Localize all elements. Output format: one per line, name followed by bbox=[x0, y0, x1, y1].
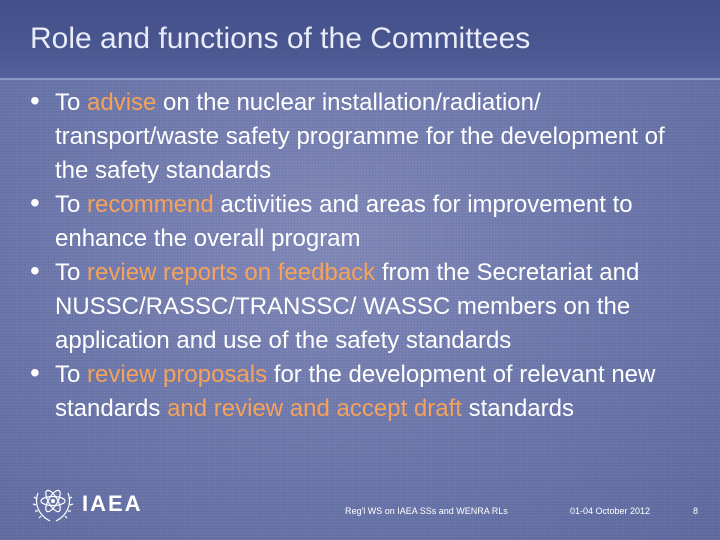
bullet-text: To bbox=[55, 89, 88, 116]
bullet-item bbox=[30, 86, 700, 188]
bullet-dot-icon: • bbox=[30, 357, 40, 388]
bullet-text: To bbox=[55, 191, 88, 218]
bullet-dot-icon: • bbox=[30, 187, 40, 218]
highlighted-text: and review and accept draft bbox=[167, 395, 462, 422]
bullet-dot-icon: • bbox=[30, 85, 40, 116]
bullet-dot-icon: • bbox=[30, 255, 40, 286]
iaea-logo bbox=[30, 481, 170, 529]
page-number: 8 bbox=[693, 506, 699, 516]
bullet-text: for the development of relevant new standards bbox=[55, 361, 656, 422]
footer-date: 01-04 October 2012 bbox=[570, 506, 651, 516]
bullet-text: on the nuclear installation/radiation/ transport/waste safety programme for the development of the safety standards bbox=[55, 89, 665, 184]
bullet-text: from the Secretariat and NUSSC/RASSC/TRANSSC/ WASSC members on the application and use of the safety standards bbox=[55, 259, 640, 354]
iaea-atom-laurel-icon bbox=[30, 481, 76, 527]
bullet-text: To bbox=[55, 361, 88, 388]
bullet-text: standards bbox=[461, 395, 574, 422]
highlighted-text: review proposals bbox=[87, 361, 268, 388]
logo-text: IAEA bbox=[82, 491, 143, 516]
footer-event: Reg'l WS on IAEA SSs and WENRA RLs bbox=[345, 506, 508, 516]
bullet-text: To bbox=[55, 259, 88, 286]
bullet-item bbox=[30, 358, 700, 426]
highlighted-text: review reports on feedback bbox=[87, 259, 376, 286]
highlighted-text: advise bbox=[87, 89, 157, 116]
bullet-item bbox=[30, 188, 700, 256]
bullet-list bbox=[30, 86, 700, 426]
slide-title: Role and functions of the Committees bbox=[30, 22, 531, 55]
bullet-text: activities and areas for improvement to enhance the overall program bbox=[55, 191, 633, 252]
highlighted-text: recommend bbox=[87, 191, 214, 218]
bullet-item bbox=[30, 256, 700, 358]
title-bar bbox=[0, 0, 720, 80]
